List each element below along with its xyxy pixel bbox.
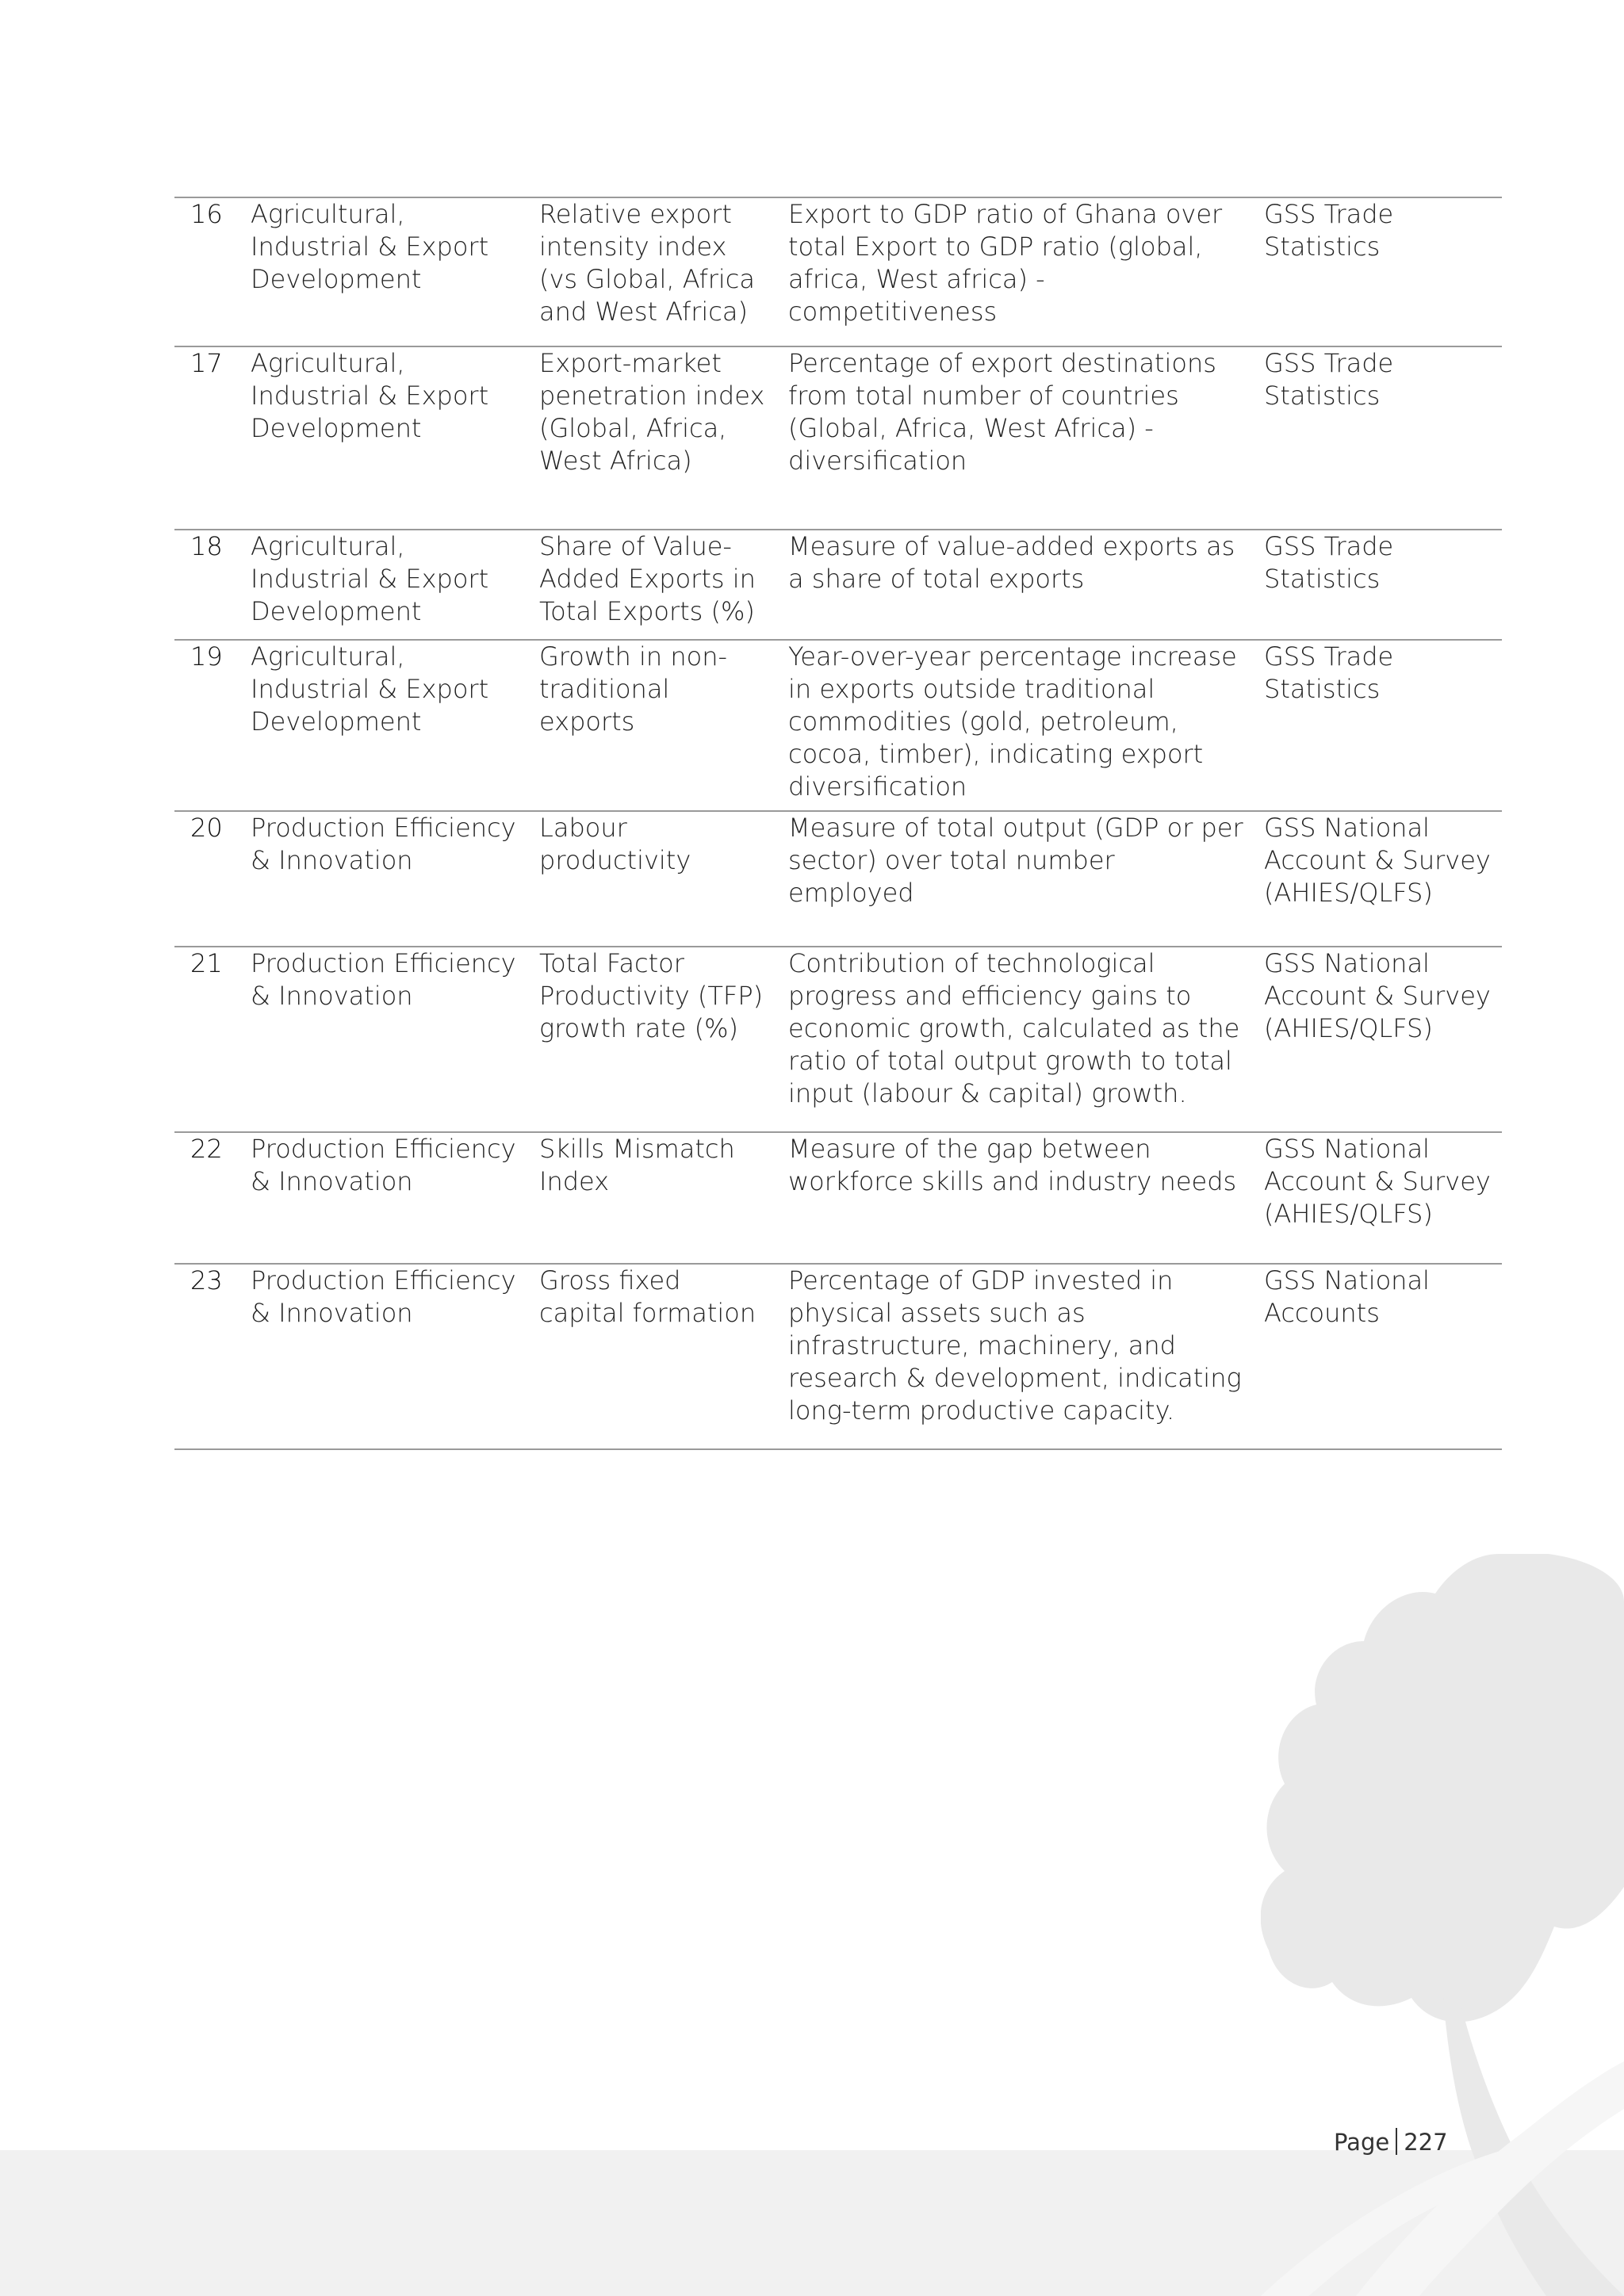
strategic-area: Agricultural, Industrial & Export Development: [243, 346, 531, 530]
indicator-name: Labour productivity: [531, 811, 780, 947]
indicator-name: Gross fixed capital formation: [531, 1264, 780, 1449]
row-number: 20: [174, 811, 243, 947]
table-row: [174, 530, 1502, 640]
indicator-name: Relative export intensity index (vs Global, Africa and West Africa): [531, 197, 780, 346]
strategic-area: Agricultural, Industrial & Export Development: [243, 197, 531, 346]
row-number: 23: [174, 1264, 243, 1449]
row-number: 16: [174, 197, 243, 346]
table-row: [174, 1132, 1502, 1264]
strategic-area: Agricultural, Industrial & Export Development: [243, 640, 531, 811]
table-row: [174, 640, 1502, 811]
indicator-name: Share of Value-Added Exports in Total Exports (%): [531, 530, 780, 640]
data-source: GSS National Account & Survey (AHIES/QLFS): [1256, 947, 1502, 1132]
indicator-name: Growth in non-traditional exports: [531, 640, 780, 811]
indicator-description: Contribution of technological progress and efficiency gains to economic growth, calculated as the ratio of total output growth to total input (labour & capital) growth.: [780, 947, 1256, 1132]
table-row: [174, 811, 1502, 947]
row-number: 19: [174, 640, 243, 811]
table-row: [174, 346, 1502, 530]
indicator-name: Export-market penetration index (Global, Africa, West Africa): [531, 346, 780, 530]
page-footer: [1334, 2128, 1448, 2156]
data-source: GSS National Account & Survey (AHIES/QLFS): [1256, 1132, 1502, 1264]
row-number: 22: [174, 1132, 243, 1264]
indicator-description: Year-over-year percentage increase in exports outside traditional commodities (gold, petroleum, cocoa, timber), indicating export diversification: [780, 640, 1256, 811]
data-source: GSS National Accounts: [1256, 1264, 1502, 1449]
data-source: GSS Trade Statistics: [1256, 197, 1502, 346]
indicator-description: Measure of the gap between workforce skills and industry needs: [780, 1132, 1256, 1264]
table-row: [174, 197, 1502, 346]
indicator-description: Export to GDP ratio of Ghana over total Export to GDP ratio (global, africa, West africa) - competitiveness: [780, 197, 1256, 346]
indicator-name: Skills Mismatch Index: [531, 1132, 780, 1264]
table-row: [174, 1264, 1502, 1449]
data-source: GSS Trade Statistics: [1256, 530, 1502, 640]
table-row: [174, 947, 1502, 1132]
indicator-name: Total Factor Productivity (TFP) growth rate (%): [531, 947, 780, 1132]
strategic-area: Production Efficiency & Innovation: [243, 947, 531, 1132]
data-source: GSS National Account & Survey (AHIES/QLFS): [1256, 811, 1502, 947]
page-number: 227: [1404, 2129, 1448, 2156]
strategic-area: Agricultural, Industrial & Export Development: [243, 530, 531, 640]
page-label: Page: [1334, 2129, 1390, 2156]
row-number: 17: [174, 346, 243, 530]
footer-separator: [1396, 2128, 1397, 2155]
row-number: 21: [174, 947, 243, 1132]
indicator-description: Percentage of GDP invested in physical assets such as infrastructure, machinery, and research & development, indicating long-term productive capacity.: [780, 1264, 1256, 1449]
indicator-description: Percentage of export destinations from total number of countries (Global, Africa, West Africa) - diversification: [780, 346, 1256, 530]
indicator-description: Measure of total output (GDP or per sector) over total number employed: [780, 811, 1256, 947]
strategic-area: Production Efficiency & Innovation: [243, 1132, 531, 1264]
data-source: GSS Trade Statistics: [1256, 640, 1502, 811]
strategic-area: Production Efficiency & Innovation: [243, 1264, 531, 1449]
indicator-description: Measure of value-added exports as a share of total exports: [780, 530, 1256, 640]
indicators-table: [174, 197, 1502, 1450]
strategic-area: Production Efficiency & Innovation: [243, 811, 531, 947]
data-source: GSS Trade Statistics: [1256, 346, 1502, 530]
tree-watermark-icon: [1261, 1554, 1624, 2296]
row-number: 18: [174, 530, 243, 640]
